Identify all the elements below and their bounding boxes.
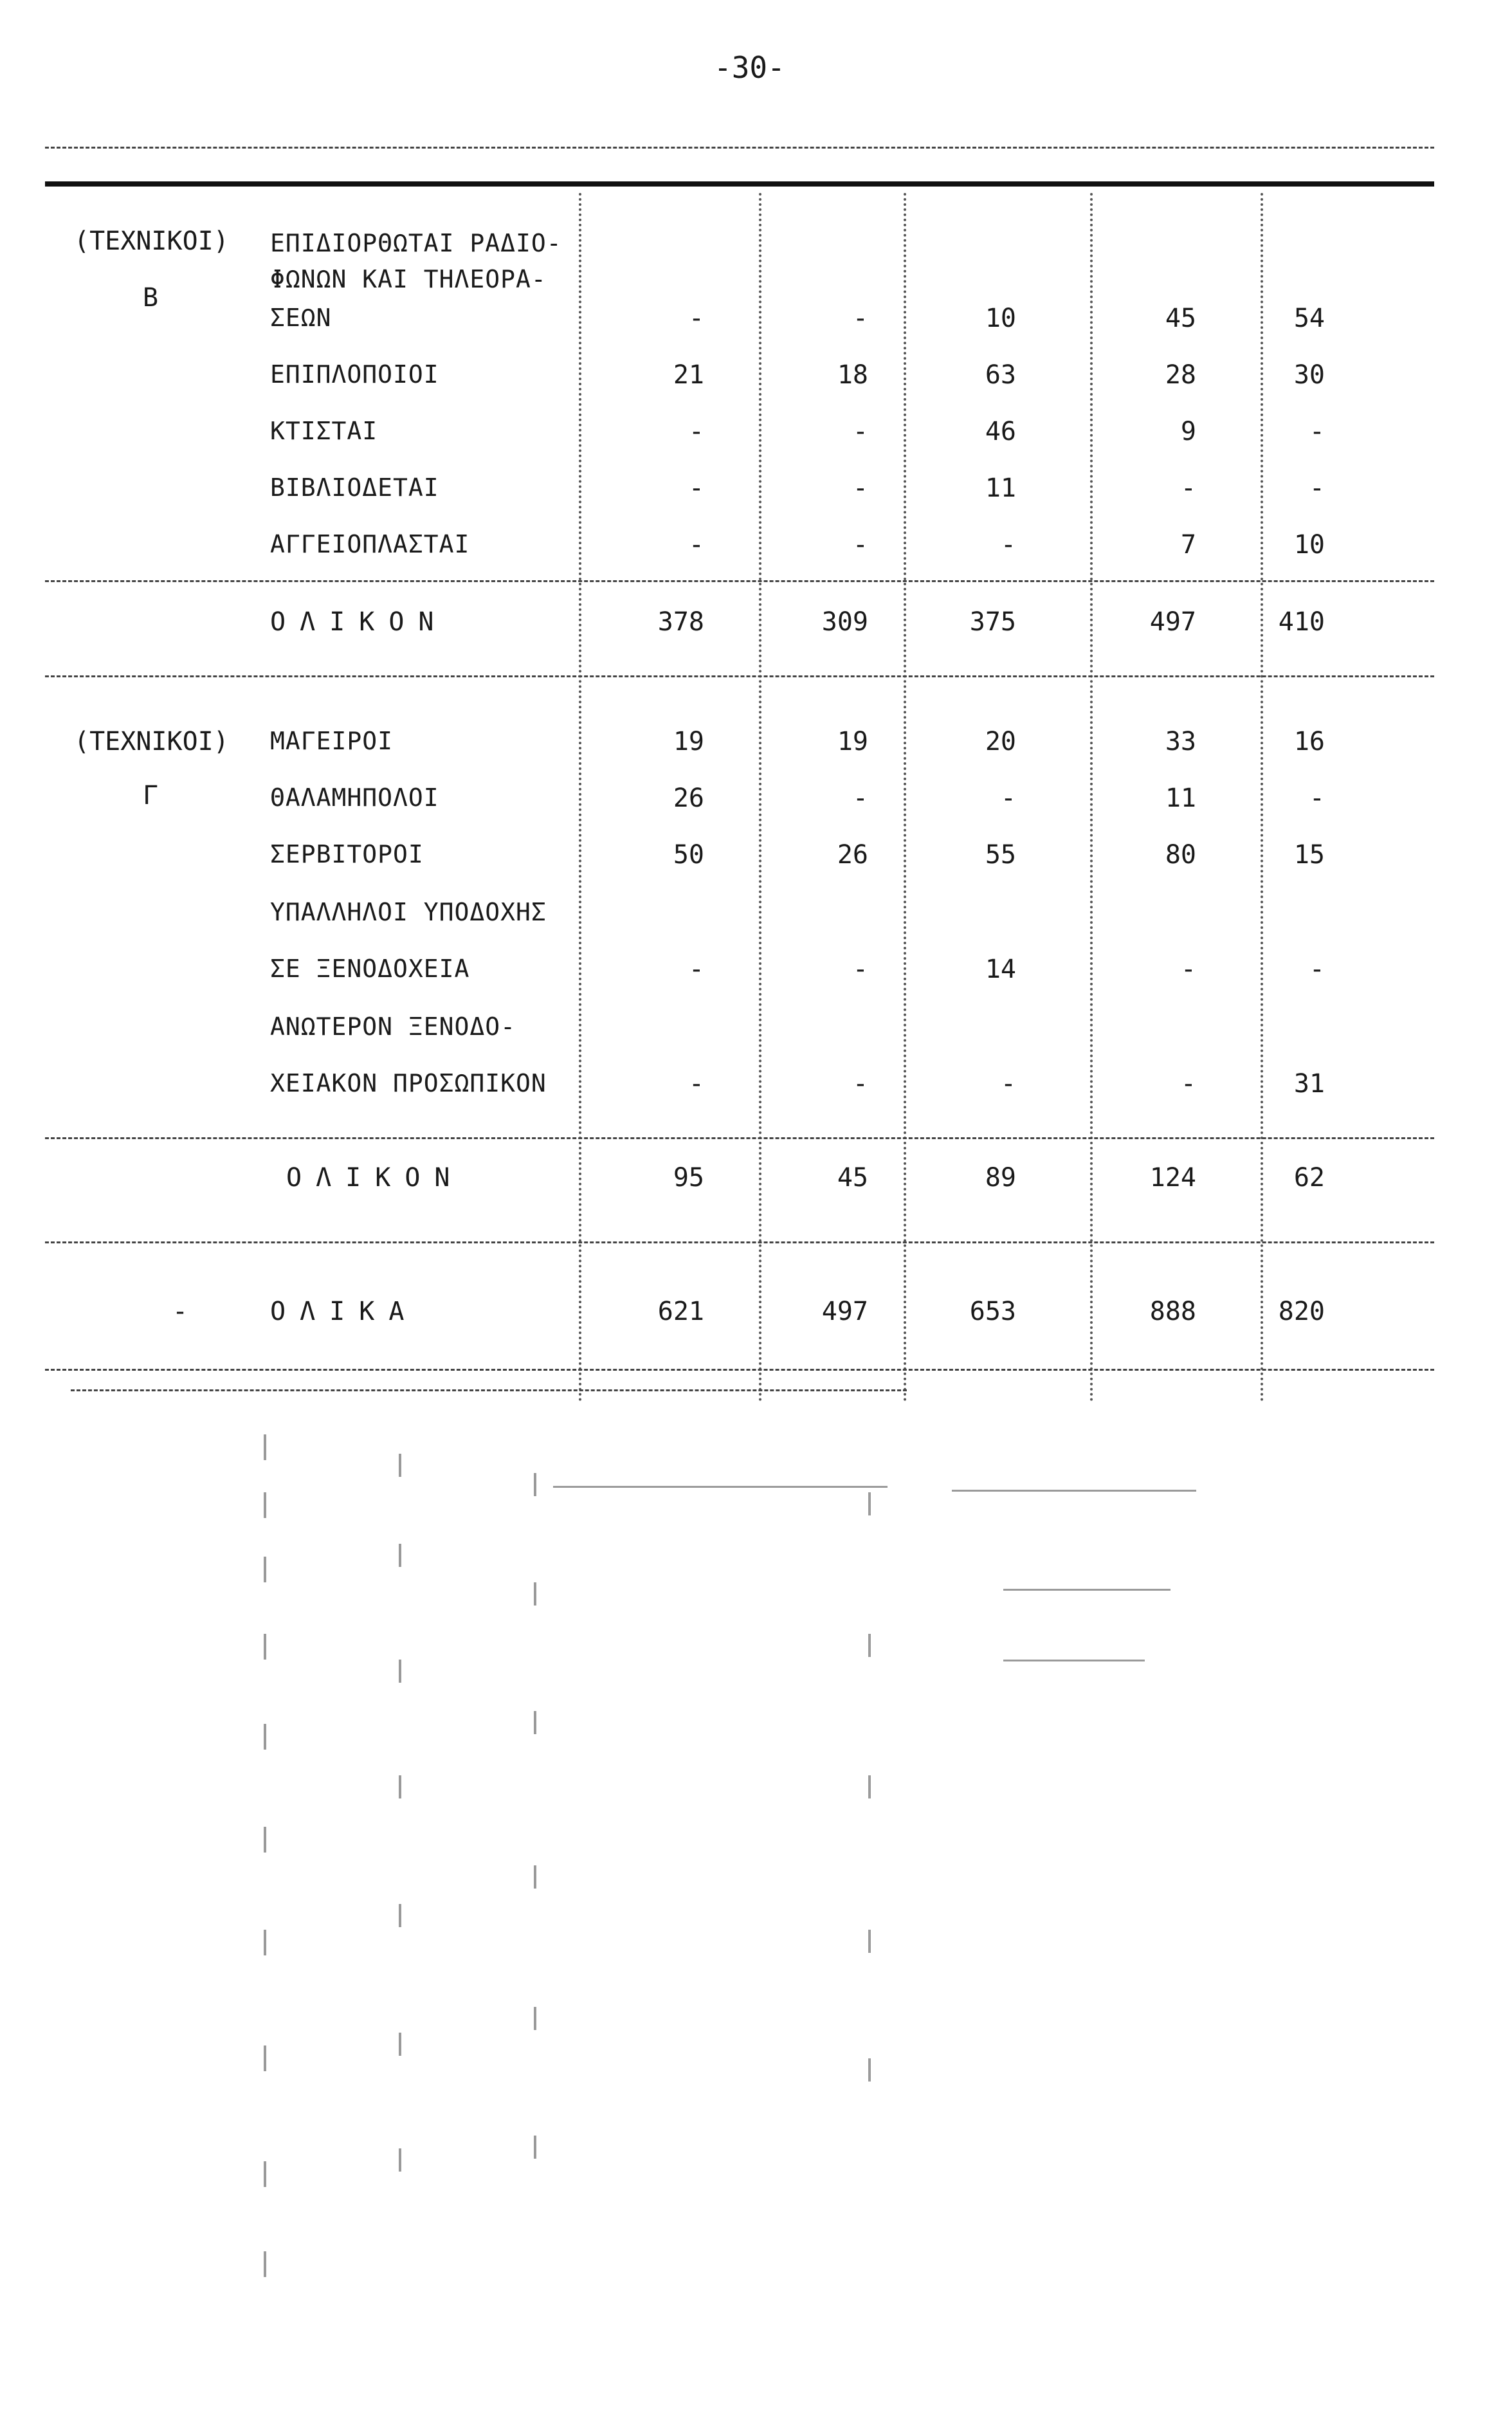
scan-noise [0,1415,1512,2380]
cell-value: - [688,1069,704,1099]
cell-value: 46 [985,417,1016,446]
cell-value: - [852,955,868,984]
total-value: 95 [673,1163,704,1193]
row-label: ΣΕΩΝ [270,304,332,332]
row-label: ΣΕ ΞΕΝΟΔΟΧΕΙΑ [270,955,470,983]
total-label: ΟΛΙΚΟΝ [286,1163,464,1193]
row-divider [45,580,1434,582]
total-label: ΟΛΙΚΟΝ [270,607,448,637]
cell-value: - [1180,955,1196,984]
row-divider [45,1137,1434,1139]
bottom-rule [71,1389,907,1391]
cell-value: - [688,955,704,984]
cell-value: 21 [673,360,704,390]
cell-value: 15 [1293,840,1325,870]
bottom-rule [45,1369,1434,1371]
cell-value: - [1000,530,1016,560]
cell-value: 45 [1165,304,1196,333]
row-label: ΕΠΙΔΙΟΡΘΩΤΑΙ ΡΑΔΙΟ- [270,229,562,257]
section-divider [45,1241,1434,1243]
row-label: ΘΑΛΑΜΗΠΟΛΟΙ [270,783,439,812]
row-label: ΜΑΓΕΙΡΟΙ [270,727,394,755]
total-value: 89 [985,1163,1016,1193]
cell-value: 11 [1165,783,1196,813]
row-label: ΚΤΙΣΤΑΙ [270,417,378,445]
cell-value: 30 [1293,360,1325,390]
cell-value: - [1309,783,1325,813]
cell-value: 19 [837,727,868,756]
cell-value: - [852,417,868,446]
cell-value: 26 [837,840,868,870]
cell-value: - [852,530,868,560]
row-label: ΣΕΡΒΙΤΟΡΟΙ [270,840,424,868]
cell-value: - [1180,1069,1196,1099]
cell-value: - [688,304,704,333]
total-value: 62 [1293,1163,1325,1193]
grand-total-value: 621 [657,1297,704,1326]
grand-total-value: 497 [821,1297,868,1326]
cell-value: 63 [985,360,1016,390]
total-value: 309 [821,607,868,637]
cell-value: 20 [985,727,1016,756]
cell-value: 16 [1293,727,1325,756]
cell-value: 19 [673,727,704,756]
cell-value: 14 [985,955,1016,984]
grand-total-value: 888 [1149,1297,1196,1326]
grand-total-value: 653 [969,1297,1016,1326]
cell-value: - [688,473,704,503]
cell-value: 10 [1293,530,1325,560]
cell-value: 7 [1180,530,1196,560]
cell-value: 55 [985,840,1016,870]
cell-value: - [1000,1069,1016,1099]
total-value: 124 [1149,1163,1196,1193]
cell-value: 11 [985,473,1016,503]
cell-value: - [852,1069,868,1099]
grand-total-label: ΟΛΙΚΑ [270,1297,419,1326]
total-value: 497 [1149,607,1196,637]
row-label: ΕΠΙΠΛΟΠΟΙΟΙ [270,360,439,389]
cell-value: - [1309,473,1325,503]
group-letter: Γ [143,781,159,810]
row-label: ΧΕΙΑΚΟΝ ΠΡΟΣΩΠΙΚΟΝ [270,1069,547,1097]
cell-value: 50 [673,840,704,870]
cell-value: 33 [1165,727,1196,756]
group-label: (ΤΕΧΝΙΚΟΙ) [74,226,229,256]
total-value: 375 [969,607,1016,637]
row-label: ΒΙΒΛΙΟΔΕΤΑΙ [270,473,439,502]
section-divider [45,675,1434,677]
cell-value: 31 [1293,1069,1325,1099]
row-label: ΑΓΓΕΙΟΠΛΑΣΤΑΙ [270,530,470,558]
cell-value: - [1180,473,1196,503]
cell-value: 80 [1165,840,1196,870]
total-value: 410 [1278,607,1325,637]
cell-value: - [1309,955,1325,984]
cell-value: 10 [985,304,1016,333]
cell-value: - [852,783,868,813]
top-rule [45,181,1434,187]
cell-value: - [688,417,704,446]
cell-value: 28 [1165,360,1196,390]
cell-value: 9 [1180,417,1196,446]
group-letter: Β [143,283,159,313]
cell-value: - [852,473,868,503]
cell-value: - [1000,783,1016,813]
header-divider [45,147,1434,149]
cell-value: 54 [1293,304,1325,333]
cell-value: 18 [837,360,868,390]
total-value: 45 [837,1163,868,1193]
row-label: ΥΠΑΛΛΗΛΟΙ ΥΠΟΔΟΧΗΣ [270,898,547,926]
cell-value: - [852,304,868,333]
cell-value: - [688,530,704,560]
total-value: 378 [657,607,704,637]
group-label: (ΤΕΧΝΙΚΟΙ) [74,727,229,756]
cell-value: 26 [673,783,704,813]
page-number: -30- [714,50,785,85]
row-label: ΑΝΩΤΕΡΟΝ ΞΕΝΟΔΟ- [270,1012,516,1041]
row-label: ΦΩΝΩΝ ΚΑΙ ΤΗΛΕΟΡΑ- [270,265,547,293]
cell-value: - [1309,417,1325,446]
grand-total-dash: - [172,1297,188,1326]
grand-total-value: 820 [1278,1297,1325,1326]
